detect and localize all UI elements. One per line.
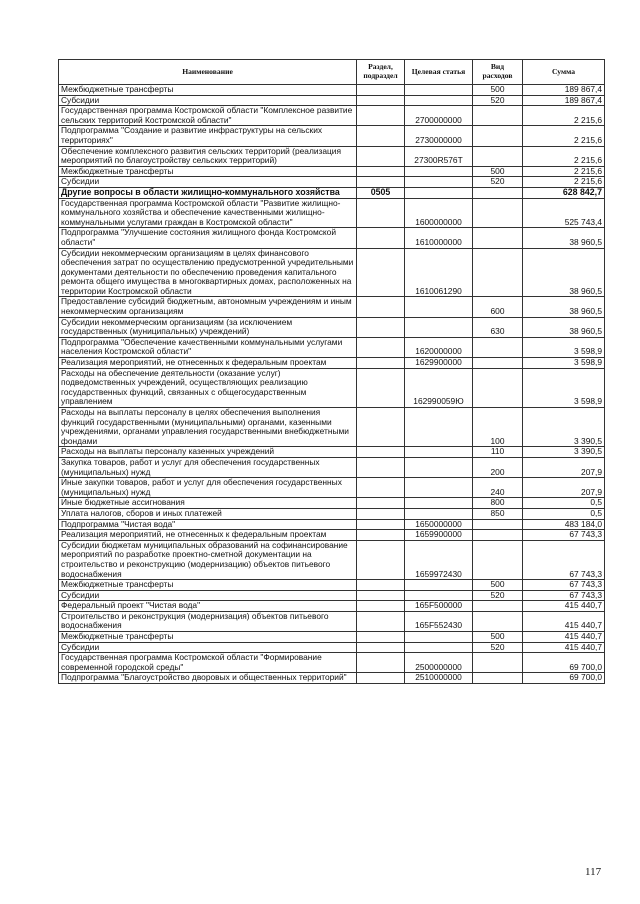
row-name: Строительство и реконструкция (модернизация) объектов питьевого водоснабжения: [59, 611, 357, 631]
row-name: Государственная программа Костромской области "Формирование современной городской среды": [59, 653, 357, 673]
row-amount: 38 960,5: [523, 297, 605, 317]
table-row: [59, 177, 605, 188]
row-expense-type: 500: [473, 632, 523, 643]
header-name: Наименование: [59, 60, 357, 85]
row-amount: 207,9: [523, 457, 605, 477]
table-row: [59, 457, 605, 477]
row-amount: 67 743,3: [523, 540, 605, 579]
table-row: [59, 368, 605, 407]
row-target: 1659900000: [405, 530, 473, 541]
row-target: [405, 166, 473, 177]
row-amount: 38 960,5: [523, 248, 605, 297]
row-target: [405, 447, 473, 458]
row-expense-type: [473, 146, 523, 166]
table-row: [59, 248, 605, 297]
row-amount: 67 743,3: [523, 580, 605, 591]
table-row: [59, 358, 605, 369]
row-section: [357, 508, 405, 519]
row-target: 2700000000: [405, 106, 473, 126]
row-expense-type: [473, 198, 523, 228]
budget-table: [58, 59, 605, 684]
table-row: [59, 447, 605, 458]
table-body: [59, 85, 605, 684]
row-target: 1659972430: [405, 540, 473, 579]
row-expense-type: [473, 228, 523, 248]
row-expense-type: [473, 106, 523, 126]
row-amount: 38 960,5: [523, 228, 605, 248]
row-amount: 189 867,4: [523, 85, 605, 96]
row-section: [357, 632, 405, 643]
row-target: 1629900000: [405, 358, 473, 369]
row-amount: 525 743,4: [523, 198, 605, 228]
row-section: [357, 166, 405, 177]
row-target: 1610000000: [405, 228, 473, 248]
row-expense-type: [473, 540, 523, 579]
row-amount: 2 215,6: [523, 177, 605, 188]
row-section: [357, 590, 405, 601]
row-expense-type: 520: [473, 590, 523, 601]
row-name: Межбюджетные трансферты: [59, 166, 357, 177]
row-target: [405, 297, 473, 317]
row-expense-type: [473, 126, 523, 146]
row-target: 1600000000: [405, 198, 473, 228]
row-section: [357, 368, 405, 407]
row-expense-type: 850: [473, 508, 523, 519]
header-amount: Сумма: [523, 60, 605, 85]
row-amount: 2 215,6: [523, 126, 605, 146]
row-amount: 415 440,7: [523, 601, 605, 612]
row-target: 1620000000: [405, 337, 473, 357]
row-expense-type: [473, 187, 523, 198]
row-name: Подпрограмма "Обеспечение качественными коммунальными услугами населения Костромской области": [59, 337, 357, 357]
row-name: Подпрограмма "Благоустройство дворовых и общественных территорий": [59, 673, 357, 684]
table-row: [59, 106, 605, 126]
row-target: 2510000000: [405, 673, 473, 684]
row-section: [357, 540, 405, 579]
row-name: Государственная программа Костромской области "Развитие жилищно-коммунального хозяйства и обеспечение качественными жилищно-коммунальными услугами граждан в Костромской области": [59, 198, 357, 228]
row-expense-type: 520: [473, 642, 523, 653]
row-expense-type: 800: [473, 498, 523, 509]
row-name: Расходы на выплаты персоналу казенных учреждений: [59, 447, 357, 458]
table-row: [59, 228, 605, 248]
table-row: [59, 508, 605, 519]
row-name: Межбюджетные трансферты: [59, 632, 357, 643]
row-amount: 3 390,5: [523, 408, 605, 447]
row-target: 2500000000: [405, 653, 473, 673]
row-section: [357, 642, 405, 653]
row-amount: 38 960,5: [523, 317, 605, 337]
table-header-row: [59, 60, 605, 85]
table-row: [59, 590, 605, 601]
row-name: Межбюджетные трансферты: [59, 580, 357, 591]
row-name: Подпрограмма "Улучшение состояния жилищного фонда Костромской области": [59, 228, 357, 248]
row-target: 27300R576T: [405, 146, 473, 166]
table-row: [59, 478, 605, 498]
row-section: [357, 519, 405, 530]
row-name: Субсидии: [59, 642, 357, 653]
row-expense-type: [473, 653, 523, 673]
row-expense-type: [473, 519, 523, 530]
table-row: [59, 580, 605, 591]
row-expense-type: 500: [473, 85, 523, 96]
row-section: [357, 611, 405, 631]
table-row: [59, 85, 605, 96]
row-section: [357, 297, 405, 317]
row-section: [357, 228, 405, 248]
table-row: [59, 530, 605, 541]
row-expense-type: [473, 248, 523, 297]
row-expense-type: 200: [473, 457, 523, 477]
header-section: Раздел, подраздел: [357, 60, 405, 85]
row-target: 162990059Ю: [405, 368, 473, 407]
row-section: [357, 248, 405, 297]
row-target: [405, 317, 473, 337]
row-name: Реализация мероприятий, не отнесенных к федеральным проектам: [59, 358, 357, 369]
row-section: 0505: [357, 187, 405, 198]
table-row: [59, 317, 605, 337]
row-target: 1610061290: [405, 248, 473, 297]
row-target: [405, 590, 473, 601]
row-target: [405, 498, 473, 509]
row-section: [357, 337, 405, 357]
row-expense-type: [473, 673, 523, 684]
row-name: Иные закупки товаров, работ и услуг для обеспечения государственных (муниципальных) нужд: [59, 478, 357, 498]
row-section: [357, 408, 405, 447]
row-amount: 628 842,7: [523, 187, 605, 198]
row-name: Государственная программа Костромской области "Комплексное развитие сельских территорий Костромской области": [59, 106, 357, 126]
table-row: [59, 166, 605, 177]
row-amount: 189 867,4: [523, 95, 605, 106]
table-row: [59, 198, 605, 228]
row-expense-type: 240: [473, 478, 523, 498]
row-name: Подпрограмма "Чистая вода": [59, 519, 357, 530]
header-expense-type: Вид расходов: [473, 60, 523, 85]
table-row: [59, 632, 605, 643]
row-section: [357, 447, 405, 458]
row-name: Субсидии некоммерческим организациям (за исключением государственных (муниципальных) учреждений): [59, 317, 357, 337]
row-expense-type: 600: [473, 297, 523, 317]
row-expense-type: 500: [473, 166, 523, 177]
table-row: [59, 519, 605, 530]
row-amount: 483 184,0: [523, 519, 605, 530]
row-target: [405, 85, 473, 96]
row-amount: 2 215,6: [523, 166, 605, 177]
row-amount: 69 700,0: [523, 673, 605, 684]
row-amount: 3 598,9: [523, 358, 605, 369]
row-expense-type: 500: [473, 580, 523, 591]
table-row: [59, 540, 605, 579]
row-name: Субсидии: [59, 95, 357, 106]
row-expense-type: 520: [473, 177, 523, 188]
row-name: Расходы на выплаты персоналу в целях обеспечения выполнения функций государственными (муниципальными) органами, казенными учреждениями, органами управления государственными внебюджетными фондами: [59, 408, 357, 447]
row-name: Расходы на обеспечение деятельности (оказание услуг) подведомственных учреждений, осуществляющих реализацию государственных функций, связанных с общегосударственным управлением: [59, 368, 357, 407]
row-name: Субсидии бюджетам муниципальных образований на софинансирование мероприятий по разработке проектно-сметной документации на строительство и реконструкцию (модернизацию) объектов питьевого водоснабжения: [59, 540, 357, 579]
row-target: 2730000000: [405, 126, 473, 146]
row-name: Субсидии: [59, 177, 357, 188]
row-target: [405, 508, 473, 519]
row-name: Другие вопросы в области жилищно-коммунального хозяйства: [59, 187, 357, 198]
row-section: [357, 317, 405, 337]
table-row: [59, 642, 605, 653]
table-row: [59, 673, 605, 684]
row-section: [357, 601, 405, 612]
row-target: [405, 187, 473, 198]
row-target: [405, 632, 473, 643]
table-row: [59, 337, 605, 357]
row-expense-type: [473, 358, 523, 369]
row-name: Федеральный проект "Чистая вода": [59, 601, 357, 612]
row-amount: 0,5: [523, 498, 605, 509]
table-row: [59, 601, 605, 612]
row-expense-type: 520: [473, 95, 523, 106]
row-amount: 207,9: [523, 478, 605, 498]
row-amount: 67 743,3: [523, 590, 605, 601]
row-name: Предоставление субсидий бюджетным, автономным учреждениям и иным некоммерческим организациям: [59, 297, 357, 317]
row-section: [357, 457, 405, 477]
row-section: [357, 358, 405, 369]
row-amount: 3 598,9: [523, 337, 605, 357]
row-amount: 2 215,6: [523, 146, 605, 166]
row-amount: 415 440,7: [523, 632, 605, 643]
row-amount: 69 700,0: [523, 653, 605, 673]
row-amount: 67 743,3: [523, 530, 605, 541]
row-expense-type: 110: [473, 447, 523, 458]
row-amount: 3 390,5: [523, 447, 605, 458]
table-row: [59, 126, 605, 146]
table-row: [59, 498, 605, 509]
table-row: [59, 95, 605, 106]
table-row: [59, 408, 605, 447]
row-section: [357, 653, 405, 673]
row-section: [357, 177, 405, 188]
table-row: [59, 653, 605, 673]
table-row: [59, 146, 605, 166]
row-name: Обеспечение комплексного развития сельских территорий (реализация мероприятий по благоустройству сельских территорий): [59, 146, 357, 166]
row-name: Субсидии: [59, 590, 357, 601]
row-section: [357, 106, 405, 126]
row-section: [357, 126, 405, 146]
row-target: [405, 478, 473, 498]
row-name: Реализация мероприятий, не отнесенных к федеральным проектам: [59, 530, 357, 541]
row-name: Закупка товаров, работ и услуг для обеспечения государственных (муниципальных) нужд: [59, 457, 357, 477]
row-section: [357, 580, 405, 591]
row-section: [357, 673, 405, 684]
row-expense-type: 100: [473, 408, 523, 447]
row-section: [357, 498, 405, 509]
row-amount: 3 598,9: [523, 368, 605, 407]
row-expense-type: [473, 530, 523, 541]
row-amount: 415 440,7: [523, 611, 605, 631]
table-row: [59, 611, 605, 631]
row-target: [405, 642, 473, 653]
row-target: [405, 457, 473, 477]
row-target: [405, 95, 473, 106]
row-name: Межбюджетные трансферты: [59, 85, 357, 96]
row-section: [357, 530, 405, 541]
row-amount: 0,5: [523, 508, 605, 519]
row-section: [357, 95, 405, 106]
row-name: Уплата налогов, сборов и иных платежей: [59, 508, 357, 519]
row-name: Субсидии некоммерческим организациям в целях финансового обеспечения затрат по осуществлению предусмотренной учредительными документами деятельности по обеспечению проведения капитального ремонта общего имущества в многоквартирных домах, расположенных на территории Костромской области: [59, 248, 357, 297]
row-section: [357, 198, 405, 228]
row-section: [357, 146, 405, 166]
row-name: Подпрограмма "Создание и развитие инфраструктуры на сельских территориях": [59, 126, 357, 146]
row-target: 165F500000: [405, 601, 473, 612]
table-row: [59, 187, 605, 198]
row-section: [357, 478, 405, 498]
row-expense-type: [473, 368, 523, 407]
row-expense-type: [473, 601, 523, 612]
row-expense-type: 630: [473, 317, 523, 337]
row-target: 1650000000: [405, 519, 473, 530]
page-number: 117: [585, 866, 602, 878]
row-target: 165F552430: [405, 611, 473, 631]
row-expense-type: [473, 611, 523, 631]
header-target: Целевая статья: [405, 60, 473, 85]
table-row: [59, 297, 605, 317]
row-amount: 2 215,6: [523, 106, 605, 126]
row-section: [357, 85, 405, 96]
row-name: Иные бюджетные ассигнования: [59, 498, 357, 509]
row-expense-type: [473, 337, 523, 357]
row-target: [405, 580, 473, 591]
row-target: [405, 408, 473, 447]
row-amount: 415 440,7: [523, 642, 605, 653]
row-target: [405, 177, 473, 188]
